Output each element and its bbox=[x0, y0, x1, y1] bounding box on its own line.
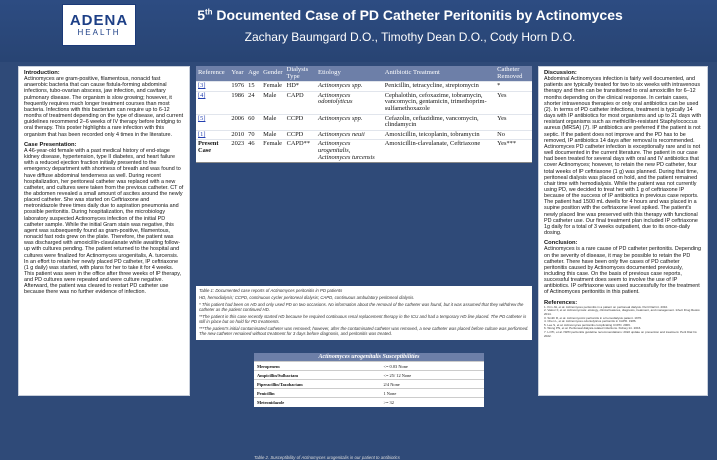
table-cell: 2006 bbox=[229, 114, 246, 130]
table-cell: Actinomyces urogenitalis, Actinomyces turcensis bbox=[316, 140, 383, 163]
title-superscript: th bbox=[204, 7, 213, 17]
table1-header: Etiology bbox=[316, 66, 383, 82]
discussion-text: Abdominal Actinomyces infection is fairly well documented, and patients are typically treated for two to six weeks with intravenous therapy and then can be transitioned to oral amoxicillin for 6–12 months depending on the clinical response. In certain cases, shorter intravenous therapies or only oral antibiotics can be used (2). In terms of PD catheter infections, treatment is typically 14 days with IP antibiotics for most organisms and up to 21 days with resistant organisms such as methicillin-resistant Staphylococcus aureus (MRSA) (7). IP antibiotics are preferred if the patient is not septic. If the patient does not improve and the PD has to be removed, IP antibiotics 14 days after removal is recommended. Actinomyces PD catheter infection is exceptionally rare and is not well documented in the current literature. The patient in our case had been treated for several days with oral and IV antibiotics that cover Actinomyces; however, to retain the new PD catheter, four total weeks of IP ceftriaxone (1 g) was planned. During that time, peritoneal dialysis was placed on hold, and the patient remained chair time with hemodialysis. While the patient was not currently using PD, we decided to treat her with 1 g of ceftriaxone IP because of the success of IP antibiotics in previous case reports. The patient had 1500 mL dwells for 4 hours and was placed in a supine position with the ceftriaxone level spiked. The patient's newly placed line was preserved with this therapy with functional PD catheter use. Our final treatment plan included IP ceftriaxone 1g daily for a total of 3 weeks outpatient, due to its once-daily dosing. bbox=[544, 76, 702, 237]
table-cell: CCPD bbox=[285, 114, 316, 130]
table-cell: CAPD** bbox=[285, 140, 316, 163]
reference-item: 6. Wong PN, et al. Peritoneal dialysis-related infections. Kidney Int. 2016. bbox=[544, 326, 642, 331]
table1-header-row bbox=[196, 66, 532, 82]
table-cell: Amoxicillin-clavulanate, Ceftriaxone bbox=[383, 140, 495, 163]
intro-heading: Introduction: bbox=[24, 70, 60, 76]
table-row bbox=[254, 371, 484, 380]
table1-note: **The patient in this case recently started HD because he required continuous renal replacement therapy in the ICU and had a temporary HD line placed. The PD catheter is still in place but on hold for PD treatments. bbox=[199, 314, 527, 324]
conclusion-heading: Conclusion: bbox=[544, 240, 578, 247]
table-row bbox=[254, 389, 484, 398]
reference-link[interactable]: [4] bbox=[196, 91, 229, 114]
table-cell: Female bbox=[261, 140, 284, 163]
reference-item: 3. Smith R, et al. Actinomycotic peritonitis in a hemodialysis patient. 1976. bbox=[544, 315, 642, 320]
table-cell: 46 bbox=[246, 140, 261, 163]
mic-value: 2/4 None bbox=[381, 380, 485, 389]
mic-value: >= 32 bbox=[381, 398, 485, 407]
table-cell: Female bbox=[261, 82, 284, 92]
reference-item: 4. Chen L, et al. Actinomyces odontolyticus peritonitis in CAPD. 1986. bbox=[544, 319, 637, 324]
title-text: Documented Case of PD Catheter Peritonitis by Actinomyces bbox=[212, 7, 623, 23]
table1-header: Dialysis Type bbox=[285, 66, 316, 82]
logo-line2: HEALTH bbox=[77, 27, 121, 37]
drug-name: Ampicillin/Sulbactam bbox=[254, 371, 381, 380]
title-number: 5 bbox=[197, 7, 205, 23]
table1-header: Catheter Removed bbox=[495, 66, 532, 82]
table-row bbox=[254, 380, 484, 389]
left-column bbox=[18, 66, 190, 396]
reference-item: 5. Lee S, et al. Actinomyces peritonitis complicating CCPD. 2006. bbox=[544, 322, 631, 327]
poster-header bbox=[0, 0, 717, 62]
table-cell: Present Case bbox=[196, 140, 229, 163]
table-cell: Yes*** bbox=[495, 140, 532, 163]
mic-value: <= 0.03 None bbox=[381, 362, 485, 371]
table-cell: 24 bbox=[246, 91, 261, 114]
mic-value: <= 25/ 12 None bbox=[381, 371, 485, 380]
case-heading: Case Presentation: bbox=[24, 141, 77, 148]
table-cell: 70 bbox=[246, 130, 261, 140]
references-heading: References: bbox=[544, 299, 578, 306]
table1-header: Gender bbox=[261, 66, 284, 82]
reference-item: 7. Li PK, et al. ISPD peritonitis guideline recommendations: 2022 update on prevention and treatment. Perit Dial Int. 2022. bbox=[544, 329, 698, 338]
table-cell: 15 bbox=[246, 82, 261, 92]
table2-title: Actinomyces urogenitalis Susceptibilities bbox=[254, 353, 484, 362]
reference-item: 1. Kim JH, et al. Actinomyces peritonitis in a patient on peritoneal dialysis. Perit Dial Int. 2010. bbox=[544, 304, 669, 309]
table-row bbox=[196, 140, 532, 163]
table-cell: 2010 bbox=[229, 130, 246, 140]
table1-caption-block bbox=[196, 286, 532, 340]
table-row bbox=[254, 398, 484, 407]
drug-name: Meropenem bbox=[254, 362, 381, 371]
drug-name: Metronidazole bbox=[254, 398, 381, 407]
poster-title bbox=[150, 7, 670, 23]
table2-caption: Table 2. Susceptibility of Actinomyces urogenitalis in our patient to antibiotics bbox=[254, 455, 400, 460]
intro-text: Actinomyces are gram-positive, filamentous, nonacid fast anaerobic bacteria that can cause fistula-forming abdominal infections, tubo-ovarian abscess, jaw infection, and cavitary pulmonary disease. The organism is slow growing; however, it frequently requires much longer treatment courses than most bacteria. Infections with this bacterium can require up to 6-12 months of treatment depending on the type of disease, and current guidelines recommend 2–6 weeks of IV therapy before bridging to oral therapy. This poster highlights a rare infection with this organism that has been recorded only 4 times in the literature. bbox=[24, 76, 184, 138]
table1-header: Year bbox=[229, 66, 246, 82]
table1-note: ***The patient's initial contaminated catheter was removed; however, after the contaminated catheter was removed, a new catheter was placed before culture was performed. The new catheter remained without treatment for 3 days before diagnosis, and peritonitis was treated. bbox=[199, 326, 529, 336]
reference-link[interactable]: [3] bbox=[196, 82, 229, 92]
table-cell: Amoxicillin, teicoplanin, tobramycin bbox=[383, 130, 495, 140]
table-cell: Male bbox=[261, 130, 284, 140]
discussion-heading: Discussion: bbox=[544, 70, 577, 76]
table-cell: Male bbox=[261, 114, 284, 130]
table-cell: Cefazolin, ceftazidime, vancomycin, clindamycin bbox=[383, 114, 495, 130]
adena-health-logo bbox=[62, 4, 136, 46]
table-row bbox=[196, 130, 532, 140]
table-cell: 2023 bbox=[229, 140, 246, 163]
table-cell: Cephalothin, cefoxazime, tobramycin, vancomycin, gentamicin, trimethoprim-sulfamethoxazole bbox=[383, 91, 495, 114]
right-column bbox=[538, 66, 708, 396]
susceptibility-table bbox=[254, 353, 484, 407]
table-cell: No bbox=[495, 130, 532, 140]
table-cell: Actinomyces odontolyticus bbox=[316, 91, 383, 114]
reference-item: 2. Valour F, et al. Actinomycosis: etiology, clinical features, diagnosis, treatment, and management. Infect Drug Resist. 2014. bbox=[544, 308, 701, 316]
table-row bbox=[196, 91, 532, 114]
references-list bbox=[544, 306, 702, 338]
table-cell: 1986 bbox=[229, 91, 246, 114]
conclusion-text: Actinomyces is a rare cause of PD catheter peritonitis. Depending on the severity of disease, it may be possible to retain the PD catheter. There have been only five cases of PD catheter peritonitis caused by Actinomyces documented previously, including this case. On the basis of previous case reports, successful treatment does seem to involve the use of IP antibiotics. IP ceftriaxone was used successfully for the treatment of Actinomyces peritonitis in this patient. bbox=[544, 246, 702, 296]
mic-value: 1 None bbox=[381, 389, 485, 398]
case-reports-table bbox=[196, 66, 532, 163]
table-cell: Penicillin, tetracycline, streptomycin bbox=[383, 82, 495, 92]
case-text: A 46-year-old female with a past medical history of end-stage kidney disease, hypertension, type II diabetes, and heart failure with a reduced ejection fraction initially presented to the emergency department with shortness of breath and was found to have diffuse abdominal tenderness as well. During recent hospitalization, her peritoneal catheter was replaced with a new catheter, and cultures were taken from the previous catheter. CT of the abdomen revealed a small amount of ascites around the newly placed catheter. She was started on Ceftriaxone and metronidazole three times daily due to aspiration pneumonia and possible peritonitis. During hospitalization, the microbiology laboratory suspected Actinomyces infection of the initial PD catheter sample. While the initial Gram stain was negative, this agent was subsequently found as gram-positive, filamentous, nonacid fast rods grew on the plate. Therefore, the patient was was discharged with amoxicillin-clavulanate while awaiting follow-up with cultures pending. The patient returned to the hospital and cultures were finalized for Actinomyces urogenitalis, A. turcensis. In an effort to retain her newly placed PD catheter, IP ceftriaxone (1 g daily) was started, with plans for her to take it for 4 weeks. This patient was seen in the office after three weeks of IP therapy, and PD cultures were repeated and were culture negative. Afterward, the patient was cleared to restart PD catheter use because there was no further evidence of infection. bbox=[24, 147, 184, 296]
table1-abbreviations: HD, hemodialysis; CCPD, continuous cycler peritoneal dialysis; CAPD, continuous ambulatory peritoneal dialysis. bbox=[199, 295, 415, 300]
reference-link[interactable]: [5] bbox=[196, 114, 229, 130]
table-cell: 1976 bbox=[229, 82, 246, 92]
drug-name: Piperacillin/Tazobactam bbox=[254, 380, 381, 389]
table-cell: Yes bbox=[495, 91, 532, 114]
poster-authors: Zachary Baumgard D.O., Timothy Dean D.O., Cody Horn D.O. bbox=[244, 30, 576, 44]
table-cell: CAPD bbox=[285, 91, 316, 114]
table-cell: Yes bbox=[495, 114, 532, 130]
table-cell: Actinomyces spp. bbox=[316, 114, 383, 130]
table-cell: CCPD bbox=[285, 130, 316, 140]
table-cell: HD* bbox=[285, 82, 316, 92]
table-row bbox=[196, 114, 532, 130]
table-cell: Actinomyces spp. bbox=[316, 82, 383, 92]
table-cell: Male bbox=[261, 91, 284, 114]
table1-header: Age bbox=[246, 66, 261, 82]
center-column bbox=[194, 66, 534, 460]
table1-note: * This patient had been on HD and only used PD on two occasions. No information about the removal of the catheter was found, but it was assumed that they withdrew the catheter as the patient continued HD. bbox=[199, 302, 524, 312]
table1-header: Antibiotic Treatment bbox=[383, 66, 495, 82]
table-cell: * bbox=[495, 82, 532, 92]
table1-caption: Table 1: Documented case reports of Actinomyces peritonitis in PD patients bbox=[199, 288, 343, 293]
table-row bbox=[196, 82, 532, 92]
table-cell: 60 bbox=[246, 114, 261, 130]
table1-header: Reference bbox=[196, 66, 229, 82]
table-cell: Actinomyces neuii bbox=[316, 130, 383, 140]
drug-name: Penicillin bbox=[254, 389, 381, 398]
reference-link[interactable]: [1] bbox=[196, 130, 229, 140]
logo-line1: ADENA bbox=[69, 11, 129, 29]
table-row bbox=[254, 362, 484, 371]
